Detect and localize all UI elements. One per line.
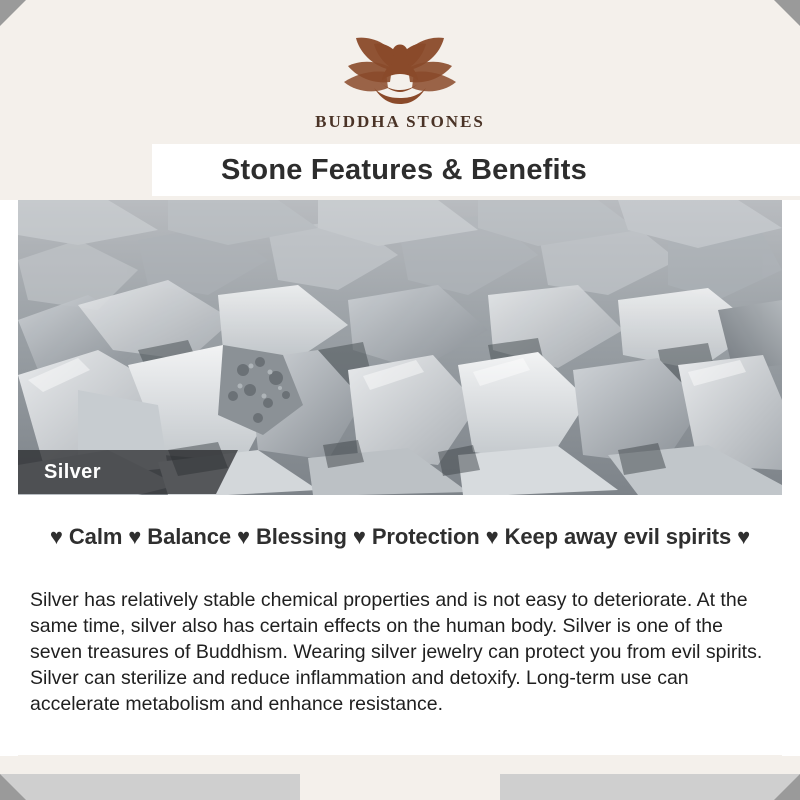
corner-accent-bottom-left (0, 774, 26, 800)
corner-accent-top-right (774, 0, 800, 26)
stone-name-ribbon (18, 450, 216, 494)
stone-name-label: Silver (44, 460, 101, 483)
corner-accent-bottom-right (774, 774, 800, 800)
brand-logo (0, 26, 800, 144)
bottom-right-accent-bar (500, 774, 800, 800)
bottom-left-accent-bar (0, 774, 300, 800)
lotus-meditation-figure-icon (330, 26, 470, 110)
brand-name: BUDDHA STONES (315, 112, 485, 131)
right-white-margin (782, 200, 800, 756)
benefits-line: ♥ Calm ♥ Balance ♥ Blessing ♥ Protection ♥ Keep away evil spirits ♥ (49, 524, 751, 549)
corner-accent-top-left (0, 0, 26, 26)
description-text: Silver has relatively stable chemical properties and is not easy to deteriorate. At the same time, silver also has certain effects on the human body. Silver is one of the seven treasures of Buddhism. Wearing silver jewelry can protect you from evil spirits. Silver can sterilize and reduce inflammation and detoxify. Long-term use can accelerate metabolism and enhance resistance. (30, 589, 763, 715)
section-title-banner (152, 144, 800, 196)
page-title: Stone Features & Benefits (221, 153, 587, 186)
left-white-margin (0, 200, 18, 756)
